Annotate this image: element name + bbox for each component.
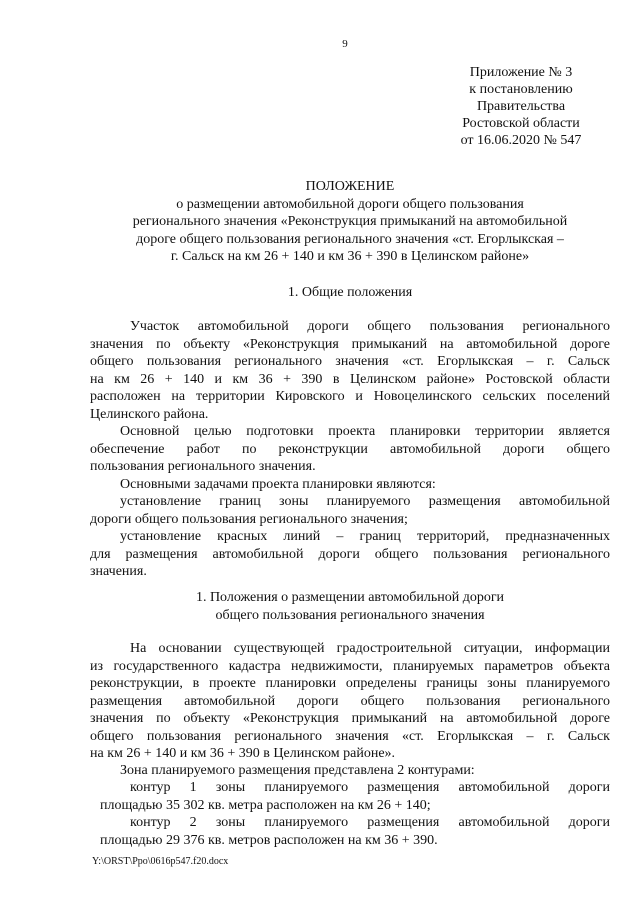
appendix-line: от 16.06.2020 № 547: [460, 133, 582, 148]
appendix-line: к постановлению: [469, 82, 573, 97]
appendix-block: [446, 64, 596, 149]
appendix-line: Ростовской области: [462, 116, 580, 131]
section-heading-placement: [90, 589, 610, 624]
paragraph-tasks: [90, 476, 610, 494]
paragraph-line: Участок автомобильной дороги общего пользования регионального: [130, 319, 610, 334]
document-title: [90, 178, 610, 266]
paragraph-task-2: [90, 528, 610, 581]
paragraph-contour-1: [90, 779, 610, 814]
paragraph-line: расположен на территории Кировского и Новоцелинского сельских поселений: [90, 389, 610, 404]
section-heading-text: 1. Общие положения: [287, 285, 413, 300]
title-line: о размещении автомобильной дороги общего пользования: [176, 196, 524, 212]
file-path-footer: Y:\ORST\Ppo\0616p547.f20.docx: [92, 856, 229, 867]
paragraph-line: значения по объекту «Реконструкция примыканий на автомобильной дороге: [90, 711, 610, 726]
title-heading: ПОЛОЖЕНИЕ: [305, 179, 395, 194]
title-line: г. Сальск на км 26 + 140 и км 36 + 390 в Целинском районе»: [170, 249, 530, 264]
paragraph-line: пользования регионального значения.: [90, 459, 316, 474]
paragraph-line: установление красных линий – границ территорий, предназначенных: [120, 529, 610, 544]
paragraph-line: общего пользования регионального значения «ст. Егорлыкская – г. Сальск: [90, 354, 610, 369]
paragraph-line: обеспечение работ по реконструкции автомобильной дороги общего: [90, 441, 610, 457]
paragraph-line: из государственного кадастра недвижимости, планируемых параметров объекта: [90, 658, 610, 674]
paragraph-site: [90, 318, 610, 423]
paragraph-line: на км 26 + 140 и км 36 + 390 в Целинском районе» Ростовской области: [90, 371, 610, 387]
paragraph-line: общего пользования регионального значения «ст. Егорлыкская – г. Сальск: [90, 728, 610, 744]
paragraph-line: установление границ зоны планируемого размещения автомобильной: [120, 494, 610, 509]
title-line: дороге общего пользования регионального значения «ст. Егорлыкская –: [136, 231, 564, 247]
paragraph-line: На основании существующей градостроительной ситуации, информации: [130, 641, 610, 656]
paragraph-line: значения по объекту «Реконструкция примыканий на автомобильной дороге: [90, 336, 610, 352]
paragraph-line: Основной целью подготовки проекта планировки территории является: [120, 424, 610, 439]
paragraph-line: на км 26 + 140 и км 36 + 390 в Целинском районе».: [90, 746, 396, 761]
paragraph-line: Целинского района.: [90, 406, 209, 422]
paragraph-contour-2: [90, 814, 610, 849]
paragraph-line: контур 2 зоны планируемого размещения автомобильной дороги: [130, 815, 610, 830]
paragraph-line: для размещения автомобильной дороги общего пользования регионального: [90, 546, 610, 562]
paragraph-line: контур 1 зоны планируемого размещения автомобильной дороги: [130, 780, 610, 795]
paragraph-goal: [90, 423, 610, 476]
section-heading-general: [90, 284, 610, 302]
paragraph-zone: [90, 762, 610, 780]
appendix-line: Правительства: [476, 99, 566, 114]
section-heading-text: общего пользования регионального значения: [215, 607, 485, 623]
paragraph-line: дороги общего пользования регионального значения;: [90, 511, 408, 527]
paragraph-line: размещения автомобильной дороги общего пользования регионального: [90, 693, 610, 709]
title-line: регионального значения «Реконструкция примыканий на автомобильной: [132, 214, 568, 229]
section-heading-text: 1. Положения о размещении автомобильной дороги: [195, 590, 505, 605]
paragraph-task-1: [90, 493, 610, 528]
paragraph-basis: [90, 640, 610, 763]
page-number: 9: [342, 38, 348, 50]
paragraph-line: значения.: [90, 564, 147, 579]
paragraph-line: площадью 29 376 кв. метров расположен на км 36 + 390.: [100, 832, 438, 848]
paragraph-line: Зона планируемого размещения представлена 2 контурами:: [120, 763, 475, 778]
paragraph-line: Основными задачами проекта планировки являются:: [120, 477, 436, 492]
paragraph-line: реконструкции, в проекте планировки определены границы зоны планируемого: [90, 676, 610, 691]
paragraph-line: площадью 35 302 кв. метра расположен на км 26 + 140;: [100, 797, 431, 813]
appendix-line: Приложение № 3: [469, 65, 573, 80]
